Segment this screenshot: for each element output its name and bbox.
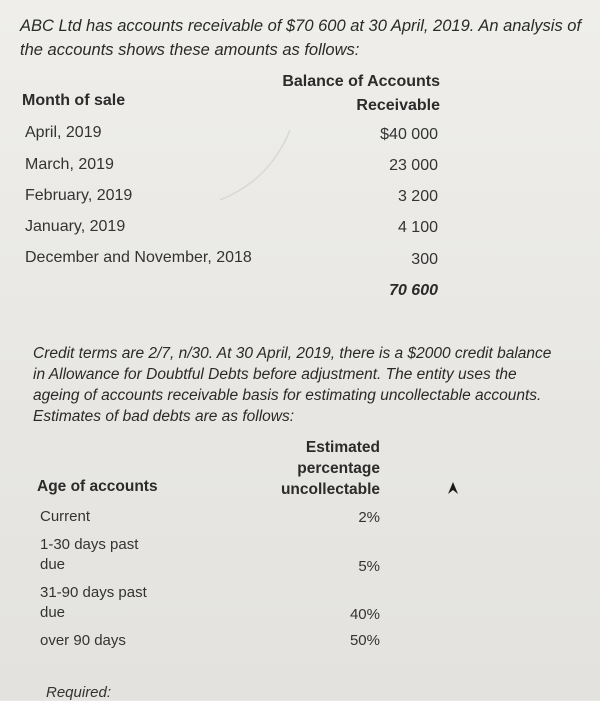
age-row-value: 5% (358, 558, 380, 575)
month-row-value: 4 100 (397, 219, 438, 236)
age-row-value: 50% (349, 632, 380, 649)
balance-total: 70 600 (389, 282, 438, 299)
balance-header (262, 70, 440, 118)
balance-header-line-1: Balance of Accounts (282, 73, 440, 90)
month-row-label: January, 2019 (25, 218, 126, 235)
percentage-header-line-3: uncollectable (280, 481, 380, 498)
age-row-label-line-2: due (40, 604, 66, 621)
month-row-label: April, 2019 (25, 124, 102, 141)
credit-line-1: Credit terms are 2/7, n/30. At 30 April, 2019, there is a $2000 credit balance (33, 345, 552, 362)
percentage-header-line-1: Estimated (305, 439, 380, 456)
balance-header-line-2: Receivable (356, 97, 440, 114)
month-row-label: February, 2019 (25, 187, 133, 204)
month-row-value: 300 (411, 251, 438, 268)
age-row-label (40, 631, 200, 651)
age-row-value: 2% (358, 509, 380, 526)
age-row-label-line-1: over 90 days (40, 632, 126, 649)
month-row-value: 3 200 (397, 188, 438, 205)
age-row-label (40, 507, 200, 527)
intro-line-2: the accounts shows these amounts as follows: (20, 41, 360, 59)
mouse-cursor-icon (446, 480, 460, 498)
intro-paragraph (20, 14, 590, 62)
age-header: Age of accounts (37, 478, 158, 495)
percentage-header-line-2: percentage (297, 460, 380, 477)
month-row-value: $40 000 (380, 126, 438, 143)
age-row-label (40, 583, 200, 623)
month-row-value: 23 000 (389, 157, 438, 174)
percentage-header (262, 437, 380, 500)
credit-line-3: ageing of accounts receivable basis for estimating uncollectable accounts. (33, 387, 542, 404)
age-row-label-line-2: due (40, 556, 66, 573)
month-row-label: December and November, 2018 (25, 249, 252, 266)
age-row-label-line-1: 31-90 days past (40, 584, 147, 601)
required-heading: Required: (46, 684, 112, 701)
credit-terms-paragraph (33, 343, 583, 427)
credit-line-2: in Allowance for Doubtful Debts before adjustment. The entity uses the (33, 366, 517, 383)
age-row-label-line-1: Current (40, 508, 91, 525)
paper-crease-mark (210, 120, 300, 210)
month-header: Month of sale (22, 92, 126, 109)
age-row-label-line-1: 1-30 days past (40, 536, 139, 553)
age-row-label (40, 535, 200, 575)
credit-line-4: Estimates of bad debts are as follows: (33, 408, 295, 425)
age-row-value: 40% (349, 606, 380, 623)
intro-line-1: ABC Ltd has accounts receivable of $70 600 at 30 April, 2019. An analysis of (20, 17, 582, 35)
month-row-label: March, 2019 (25, 156, 114, 173)
